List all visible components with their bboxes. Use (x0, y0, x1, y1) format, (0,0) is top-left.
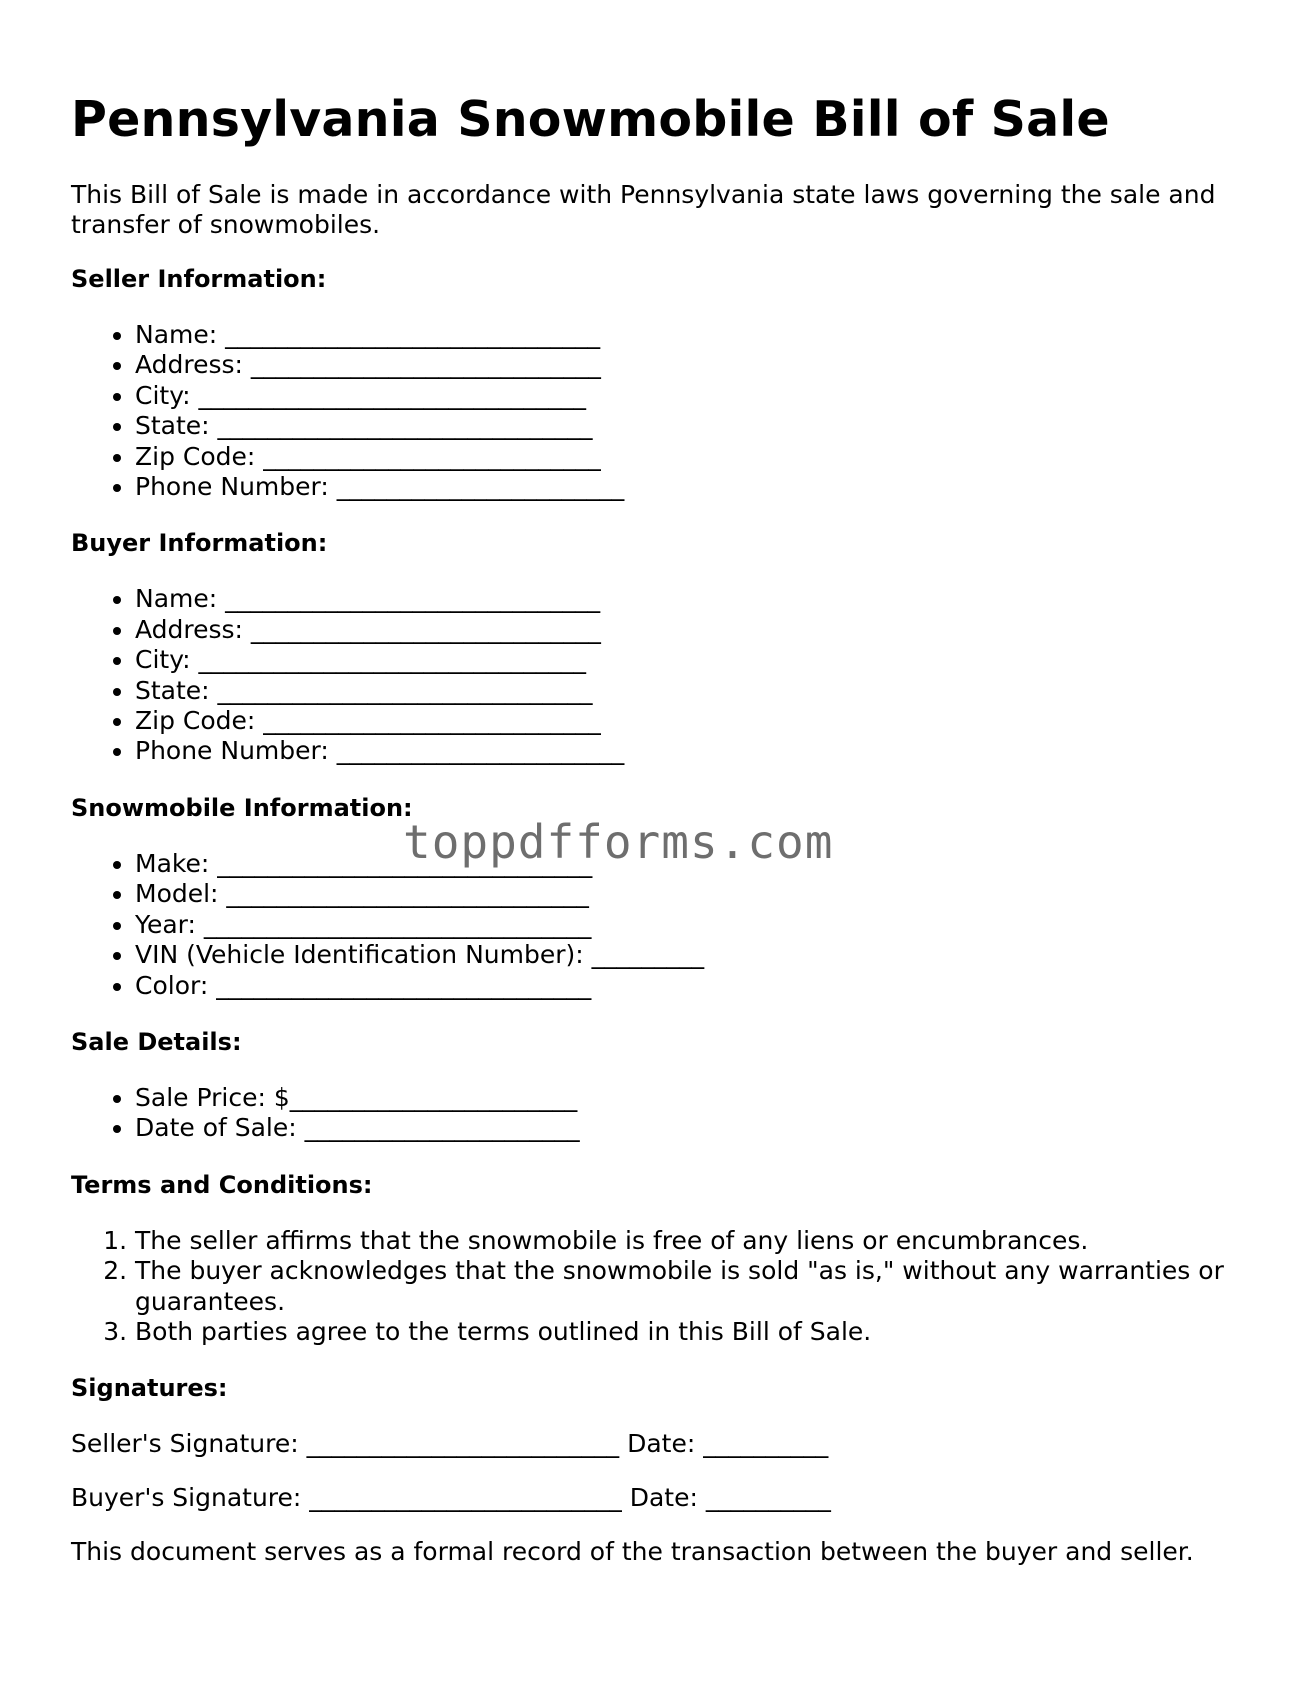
sale-heading: Sale Details: (71, 1027, 242, 1056)
sale-date-field: • Date of Sale: ______________________ (135, 1113, 1241, 1143)
sale-fields-list (71, 1083, 1241, 1144)
snowmobile-make-field: • Make: ______________________________ (135, 849, 1241, 879)
buyer-state-field: • State: ______________________________ (135, 676, 1241, 706)
snowmobile-year-field: • Year: _______________________________ (135, 910, 1241, 940)
intro-paragraph: This Bill of Sale is made in accordance with Pennsylvania state laws governing the sale and transfer of snowmobiles. (71, 180, 1216, 239)
seller-address-field: • Address: ____________________________ (135, 350, 1241, 380)
seller-city-field: • City: _______________________________ (135, 381, 1241, 411)
snowmobile-color-field: • Color: ______________________________ (135, 971, 1241, 1001)
buyer-address-field: • Address: ____________________________ (135, 615, 1241, 645)
snowmobile-vin-field: • VIN (Vehicle Identification Number): _________ (135, 940, 1241, 970)
signatures-heading: Signatures: (71, 1374, 228, 1403)
buyer-city-field: • City: _______________________________ (135, 645, 1241, 675)
buyer-fields-list (71, 584, 1241, 766)
terms-item: 3. Both parties agree to the terms outlined in this Bill of Sale. (135, 1317, 1241, 1347)
seller-heading: Seller Information: (71, 265, 327, 293)
terms-heading: Terms and Conditions: (71, 1170, 373, 1199)
snowmobile-model-field: • Model: _____________________________ (135, 879, 1241, 909)
seller-signature-line: Seller's Signature: _________________________ Date: __________ (71, 1429, 829, 1459)
sale-price-field: • Sale Price: $_______________________ (135, 1083, 1241, 1113)
seller-phone-field: • Phone Number: _______________________ (135, 472, 1241, 502)
terms-list (71, 1226, 1241, 1348)
buyer-heading: Buyer Information: (71, 529, 328, 558)
snowmobile-fields-list (71, 849, 1241, 1001)
seller-name-field: • Name: ______________________________ (135, 320, 1241, 350)
buyer-name-field: • Name: ______________________________ (135, 584, 1241, 614)
seller-zip-field: • Zip Code: ___________________________ (135, 442, 1241, 472)
seller-fields-list (71, 320, 1241, 502)
document-title: Pennsylvania Snowmobile Bill of Sale (71, 91, 1110, 148)
footer-statement: This document serves as a formal record of the transaction between the buyer and seller. (71, 1537, 1194, 1567)
buyer-zip-field: • Zip Code: ___________________________ (135, 706, 1241, 736)
buyer-signature-line: Buyer's Signature: _________________________ Date: __________ (71, 1483, 831, 1513)
seller-state-field: • State: ______________________________ (135, 411, 1241, 441)
buyer-phone-field: • Phone Number: _______________________ (135, 736, 1241, 766)
terms-item: 1. The seller affirms that the snowmobile is free of any liens or encumbrances. (135, 1226, 1241, 1256)
watermark-text: toppdfforms.com (403, 815, 834, 869)
terms-item: 2. The buyer acknowledges that the snowmobile is sold "as is," without any warranties or guarantees. (135, 1256, 1241, 1317)
snowmobile-heading: Snowmobile Information: (71, 793, 413, 822)
